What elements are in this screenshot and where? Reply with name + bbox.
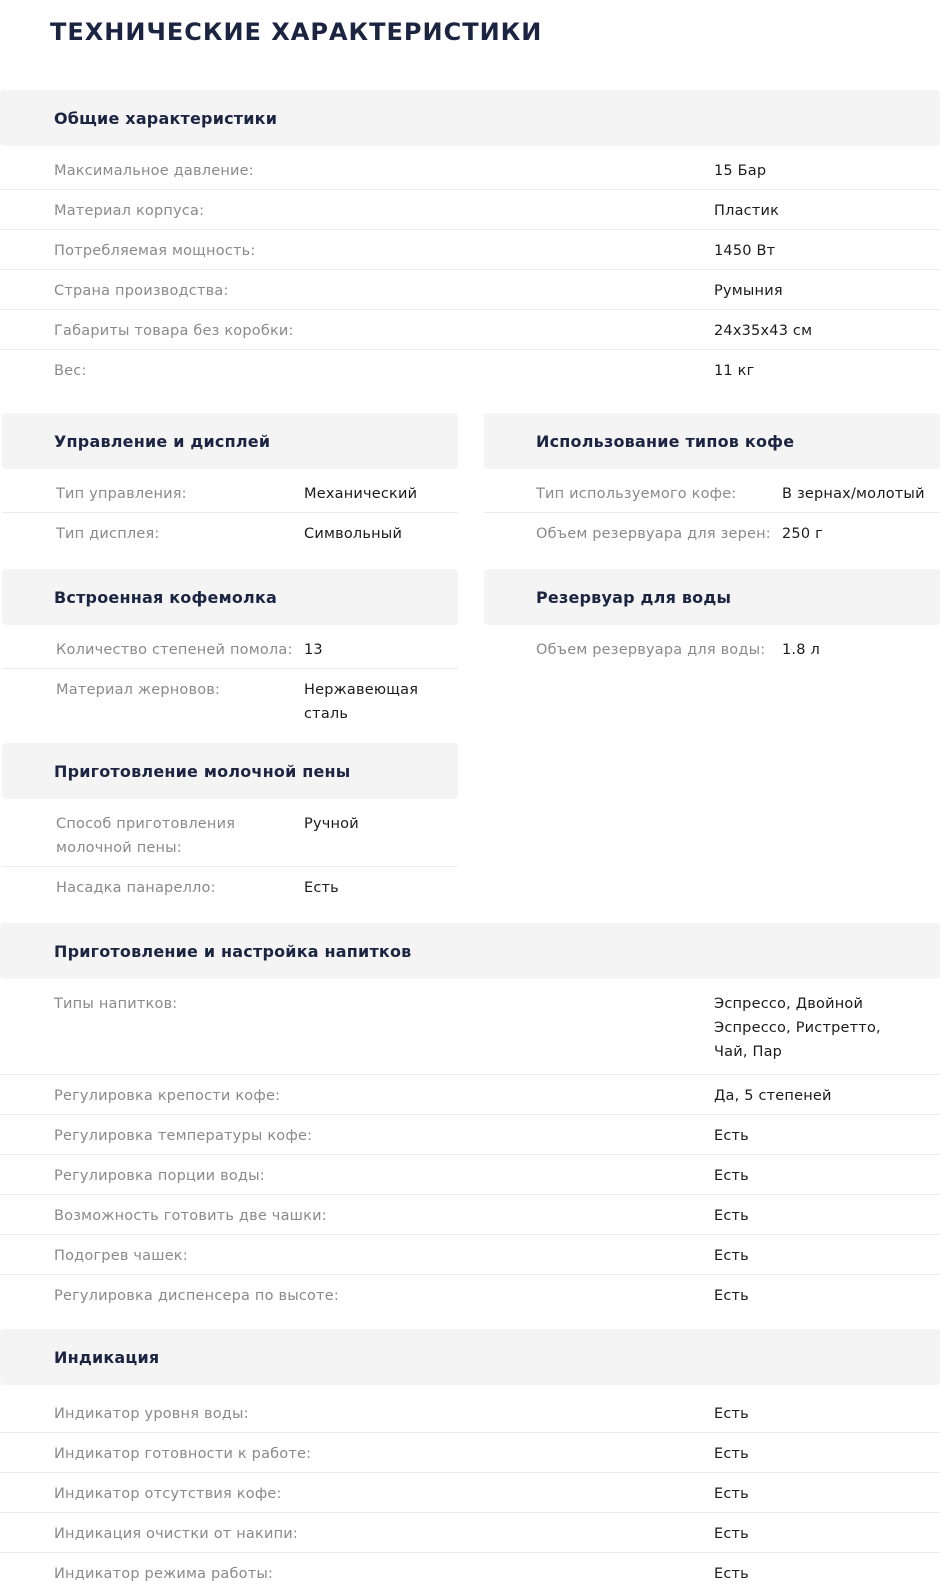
spec-value: Ручной — [304, 816, 359, 832]
spec-row — [0, 1155, 940, 1195]
spec-label: Вес: — [54, 363, 87, 379]
spec-label: Подогрев чашек: — [54, 1248, 188, 1264]
section-heading: Резервуар для воды — [484, 569, 940, 625]
spec-row — [0, 1275, 940, 1315]
spec-label: Регулировка крепости кофе: — [54, 1088, 281, 1104]
spec-value: Есть — [714, 1486, 749, 1502]
spec-value: 15 Бар — [714, 163, 767, 179]
spec-label: Индикатор режима работы: — [54, 1566, 274, 1582]
spec-value: Есть — [714, 1406, 749, 1422]
spec-row — [0, 350, 940, 390]
spec-label: Потребляемая мощность: — [54, 243, 256, 259]
spec-label: Насадка панарелло: — [56, 880, 216, 896]
spec-value: Есть — [714, 1128, 749, 1144]
spec-row — [0, 1115, 940, 1155]
page-title: ТЕХНИЧЕСКИЕ ХАРАКТЕРИСТИКИ — [50, 18, 543, 46]
spec-label: Регулировка диспенсера по высоте: — [54, 1288, 339, 1304]
spec-label: Страна производства: — [54, 283, 229, 299]
section-heading: Приготовление молочной пены — [2, 743, 458, 799]
spec-label: Габариты товара без коробки: — [54, 323, 294, 339]
spec-value: Есть — [304, 880, 339, 896]
spec-label: Индикатор отсутствия кофе: — [54, 1486, 282, 1502]
spec-value: Есть — [714, 1288, 749, 1304]
spec-label: Типы напитков: — [54, 996, 178, 1012]
spec-row — [0, 310, 940, 350]
spec-value: Эспрессо, Двойной Эспрессо, Ристретто, Чай, Пар — [714, 996, 881, 1060]
spec-value: Есть — [714, 1168, 749, 1184]
spec-value: Есть — [714, 1566, 749, 1582]
spec-label: Индикатор уровня воды: — [54, 1406, 249, 1422]
section-heading: Встроенная кофемолка — [2, 569, 458, 625]
spec-row — [0, 1473, 940, 1513]
section-heading: Использование типов кофе — [484, 413, 940, 469]
spec-value: Есть — [714, 1248, 749, 1264]
spec-row — [0, 1553, 940, 1593]
spec-row — [0, 1235, 940, 1275]
section-water-tank — [484, 569, 940, 669]
spec-value: 24x35x43 см — [714, 323, 813, 339]
section-grinder — [2, 569, 458, 733]
spec-value: Пластик — [714, 203, 780, 219]
section-indication — [0, 1329, 940, 1593]
spec-value: 11 кг — [714, 363, 755, 379]
spec-row — [2, 513, 458, 553]
spec-value: Да, 5 степеней — [714, 1088, 832, 1104]
spec-row — [0, 190, 940, 230]
spec-value: 1450 Вт — [714, 243, 776, 259]
spec-label: Способ приготовления молочной пены: — [56, 816, 236, 856]
spec-row — [2, 803, 458, 867]
spec-value: Есть — [714, 1208, 749, 1224]
spec-row — [0, 1393, 940, 1433]
spec-row — [0, 983, 940, 1075]
spec-label: Материал корпуса: — [54, 203, 205, 219]
spec-row — [484, 629, 940, 669]
spec-label: Материал жерновов: — [56, 682, 221, 698]
section-heading: Управление и дисплей — [2, 413, 458, 469]
section-coffee-types — [484, 413, 940, 553]
section-heading: Индикация — [0, 1329, 940, 1385]
spec-label: Тип используемого кофе: — [536, 486, 737, 502]
spec-label: Количество степеней помола: — [56, 642, 293, 658]
section-general — [0, 90, 940, 390]
spec-label: Тип управления: — [56, 486, 187, 502]
spec-label: Регулировка порции воды: — [54, 1168, 265, 1184]
spec-row — [2, 669, 458, 733]
spec-value: 13 — [304, 642, 323, 658]
spec-value: Есть — [714, 1526, 749, 1542]
spec-value: Есть — [714, 1446, 749, 1462]
spec-row — [484, 473, 940, 513]
spec-label: Индикация очистки от накипи: — [54, 1526, 298, 1542]
spec-label: Объем резервуара для воды: — [536, 642, 766, 658]
spec-row — [0, 1075, 940, 1115]
spec-row — [2, 629, 458, 669]
spec-row — [484, 513, 940, 553]
spec-row — [0, 1513, 940, 1553]
spec-row — [2, 473, 458, 513]
spec-label: Индикатор готовности к работе: — [54, 1446, 312, 1462]
section-milk-foam — [2, 743, 458, 907]
section-heading: Общие характеристики — [0, 90, 940, 146]
spec-label: Регулировка температуры кофе: — [54, 1128, 313, 1144]
spec-value: 250 г — [782, 526, 823, 542]
spec-row — [2, 867, 458, 907]
spec-label: Тип дисплея: — [56, 526, 160, 542]
section-heading: Приготовление и настройка напитков — [0, 923, 940, 979]
spec-label: Возможность готовить две чашки: — [54, 1208, 327, 1224]
section-control-display — [2, 413, 458, 553]
spec-value: Румыния — [714, 283, 783, 299]
spec-label: Максимальное давление: — [54, 163, 254, 179]
spec-value: Механический — [304, 486, 418, 502]
section-drinks — [0, 923, 940, 1315]
spec-row — [0, 270, 940, 310]
spec-label: Объем резервуара для зерен: — [536, 526, 771, 542]
spec-row — [0, 1433, 940, 1473]
spec-value: Нержавеющая сталь — [304, 682, 419, 722]
spec-row — [0, 1195, 940, 1235]
spec-value: В зернах/молотый — [782, 486, 925, 502]
spec-value: Символьный — [304, 526, 403, 542]
spec-row — [0, 150, 940, 190]
spec-value: 1.8 л — [782, 642, 820, 658]
spec-row — [0, 230, 940, 270]
